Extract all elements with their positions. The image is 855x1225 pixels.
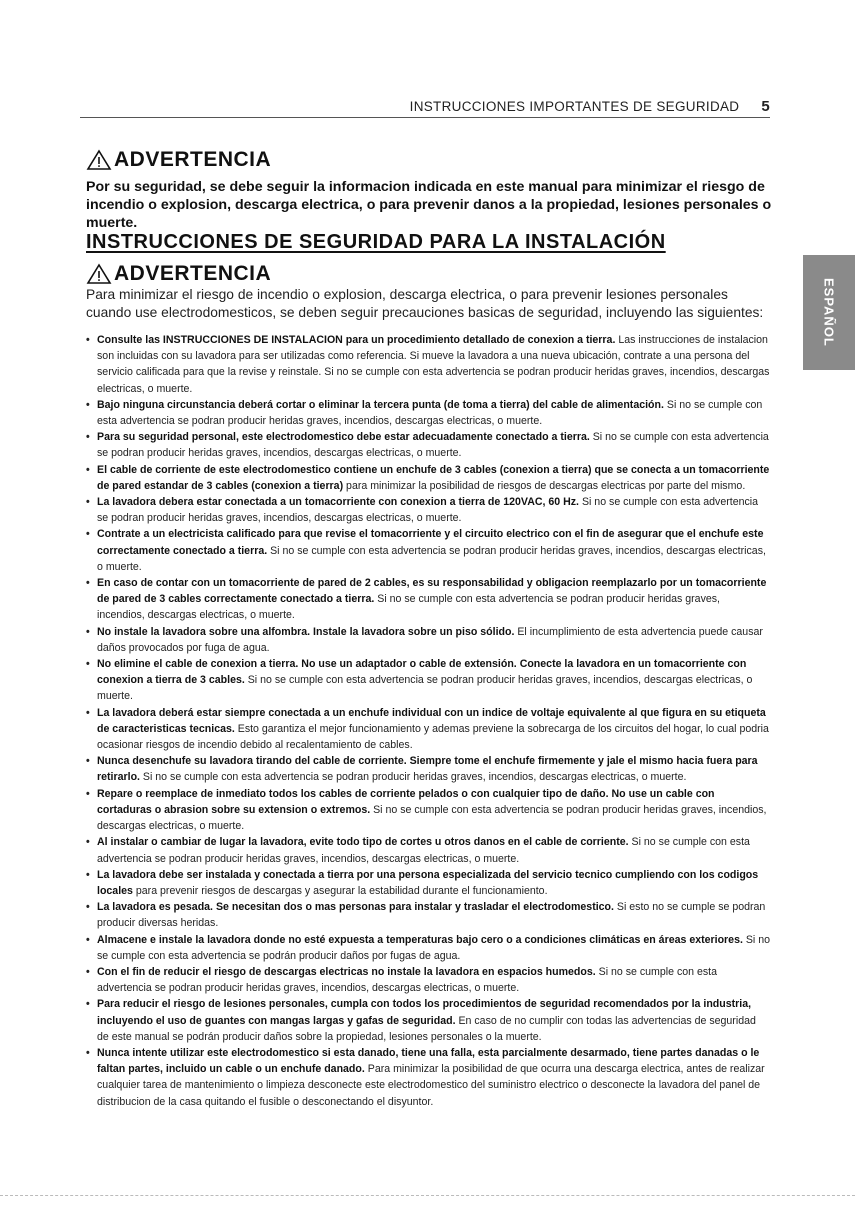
header-rule bbox=[80, 117, 770, 118]
list-item: • Contrate a un electricista calificado para que revise el tomacorriente y el circuito electrico con el fin de asegurar que el enchufe este correctamente conectado a tierra. Si no se cumple con esta advertencia se podran producir heridas graves, incendios, descargas electricas, o muerte. bbox=[86, 526, 770, 575]
warning-triangle-icon bbox=[86, 149, 112, 171]
page-number: 5 bbox=[761, 98, 770, 115]
language-side-tab bbox=[803, 255, 855, 370]
list-item: • Para reducir el riesgo de lesiones personales, cumpla con todos los procedimientos de seguridad recomendados por la industria, incluyendo el uso de guantes con mangas largas y gafas de seguridad. En caso de no cumplir con todas las advertencias de seguridad de este manual se podrán producir daños sobre la propiedad, lesiones personales o la muerte. bbox=[86, 996, 770, 1045]
list-item: • En caso de contar con un tomacorriente de pared de 2 cables, es su responsabilidad y obligacion reemplazarlo por un tomacorriente de pared de 3 cables correctamente conectado a tierra. Si no se cumple con esta advertencia se podran producir heridas graves, incendios, descargas electricas, o muerte. bbox=[86, 575, 770, 624]
list-item: • Al instalar o cambiar de lugar la lavadora, evite todo tipo de cortes u otros danos en el cable de corriente. Si no se cumple con esta advertencia se podran producir heridas graves, incendios, descargas electricas, o muerte. bbox=[86, 834, 770, 866]
warning-heading-2 bbox=[86, 262, 271, 286]
warning-text-1: Por su seguridad, se debe seguir la informacion indicada en este manual para minimizar el riesgo de incendio o explosion, descarga electrica, o para prevenir danos a la propiedad, lesiones personales o muerte. bbox=[86, 179, 772, 231]
list-item: • Almacene e instale la lavadora donde no esté expuesta a temperaturas bajo cero o a condiciones climáticas en áreas exteriores. Si no se cumple con esta advertencia se podrán producir daños por fugas de agua. bbox=[86, 932, 770, 964]
list-item: • La lavadora debera estar conectada a un tomacorriente con conexion a tierra de 120VAC, 60 Hz. Si no se cumple con esta advertencia se podran producir heridas graves, incendios, descargas electricas, o muerte. bbox=[86, 494, 770, 526]
list-item: • Repare o reemplace de inmediato todos los cables de corriente pelados o con cualquier tipo de daño. No use un cable con cortaduras o abrasion sobre su extension o extremos. Si no se cumple con esta advertencia se podran producir heridas graves, incendios, descargas electricas, o muerte. bbox=[86, 786, 770, 835]
list-item: • Con el fin de reducir el riesgo de descargas electricas no instale la lavadora en espacios humedos. Si no se cumple con esta advertencia se podran producir heridas graves, incendios, descargas electricas, o muerte. bbox=[86, 964, 770, 996]
list-item: • La lavadora deberá estar siempre conectada a un enchufe individual con un indice de voltaje equivalente al que figura en su etiqueta de caracteristicas tecnicas. Esto garantiza el mejor funcionamiento y ademas previene la sobrecarga de los circuitos del hogar, lo cual podria ocasionar riesgos de incendio debido al recalentamiento de cables. bbox=[86, 705, 770, 754]
warning-triangle-icon bbox=[86, 263, 112, 285]
warning-text-2: Para minimizar el riesgo de incendio o explosion, descarga electrica, o para prevenir lesiones personales cuando use electrodomesticos, se deben seguir precauciones basicas de seguridad, incluyendo las siguientes: bbox=[86, 287, 764, 320]
list-item: • Consulte las INSTRUCCIONES DE INSTALACION para un procedimiento detallado de conexion a tierra. Las instrucciones de instalacion son incluidas con su lavadora para ser utilizadas como referencia. Si mueve la lavadora a una nueva ubicación, contrate a una persona del servicio calificada para que la revise y reinstale. Si no se cumple con esta advertencia se podran producir heridas graves, incendios, descargas electricas, o muerte. bbox=[86, 332, 770, 397]
list-item: • No elimine el cable de conexion a tierra. No use un adaptador o cable de extensión. Conecte la lavadora en un tomacorriente con conexion a tierra de 3 cables. Si no se cumple con esta advertencia se podran producir heridas graves, incendios, descargas electricas, o muerte. bbox=[86, 656, 770, 705]
warning-title-2: ADVERTENCIA bbox=[114, 262, 272, 285]
language-tab-label: ESPAÑOL bbox=[821, 278, 837, 347]
list-item: • Bajo ninguna circunstancia deberá cortar o eliminar la tercera punta (de toma a tierra) del cable de alimentación. Si no se cumple con esta advertencia se podran producir heridas graves, incendios, descargas electricas, o muerte. bbox=[86, 397, 770, 429]
list-item: • Para su seguridad personal, este electrodomestico debe estar adecuadamente conectado a tierra. Si no se cumple con esta advertencia se podran producir heridas graves, incendios, descargas electricas, o muerte. bbox=[86, 429, 770, 461]
safety-instructions-list bbox=[86, 332, 770, 1110]
warning-title-1: ADVERTENCIA bbox=[114, 148, 272, 171]
list-item: • No instale la lavadora sobre una alfombra. Instale la lavadora sobre un piso sólido. El incumplimiento de esta advertencia puede causar daños provocados por fuga de agua. bbox=[86, 624, 770, 656]
page-header bbox=[80, 98, 770, 115]
warning-heading-1 bbox=[86, 148, 271, 172]
page-bottom-edge bbox=[0, 1195, 855, 1196]
header-title: INSTRUCCIONES IMPORTANTES DE SEGURIDAD bbox=[409, 99, 740, 114]
list-item: • Nunca intente utilizar este electrodomestico si esta danado, tiene una falla, esta parcialmente desarmado, tiene partes danadas o le faltan partes, incluido un cable o un enchufe danado. Para minimizar la posibilidad de que ocurra una descarga electrica, antes de realizar cualquier tarea de mantenimiento o limpieza desconecte este electrodomestico del suministro electrico o desconecte la lavadora del panel de distribucion de la casa quitando el fusible o desconectando el disyuntor. bbox=[86, 1045, 770, 1110]
section-title: INSTRUCCIONES DE SEGURIDAD PARA LA INSTALACIÓN bbox=[86, 231, 666, 253]
list-item: • La lavadora debe ser instalada y conectada a tierra por una persona especializada del servicio tecnico cumpliendo con los codigos locales para prevenir riesgos de descargas y asegurar la estabilidad durante el funcionamiento. bbox=[86, 867, 770, 899]
list-item: • La lavadora es pesada. Se necesitan dos o mas personas para instalar y trasladar el electrodomestico. Si esto no se cumple se podran producir diversas heridas. bbox=[86, 899, 770, 931]
list-item: • Nunca desenchufe su lavadora tirando del cable de corriente. Siempre tome el enchufe firmemente y jale el mismo hacia fuera para retirarlo. Si no se cumple con esta advertencia se podran producir heridas graves, incendios, descargas electricas, o muerte. bbox=[86, 753, 770, 785]
list-item: • El cable de corriente de este electrodomestico contiene un enchufe de 3 cables (conexion a tierra) que se conecta a un tomacorriente de pared estandar de 3 cables (conexion a tierra) para minimizar la posibilidad de riesgos de descargas electricas por parte del mismo. bbox=[86, 462, 770, 494]
